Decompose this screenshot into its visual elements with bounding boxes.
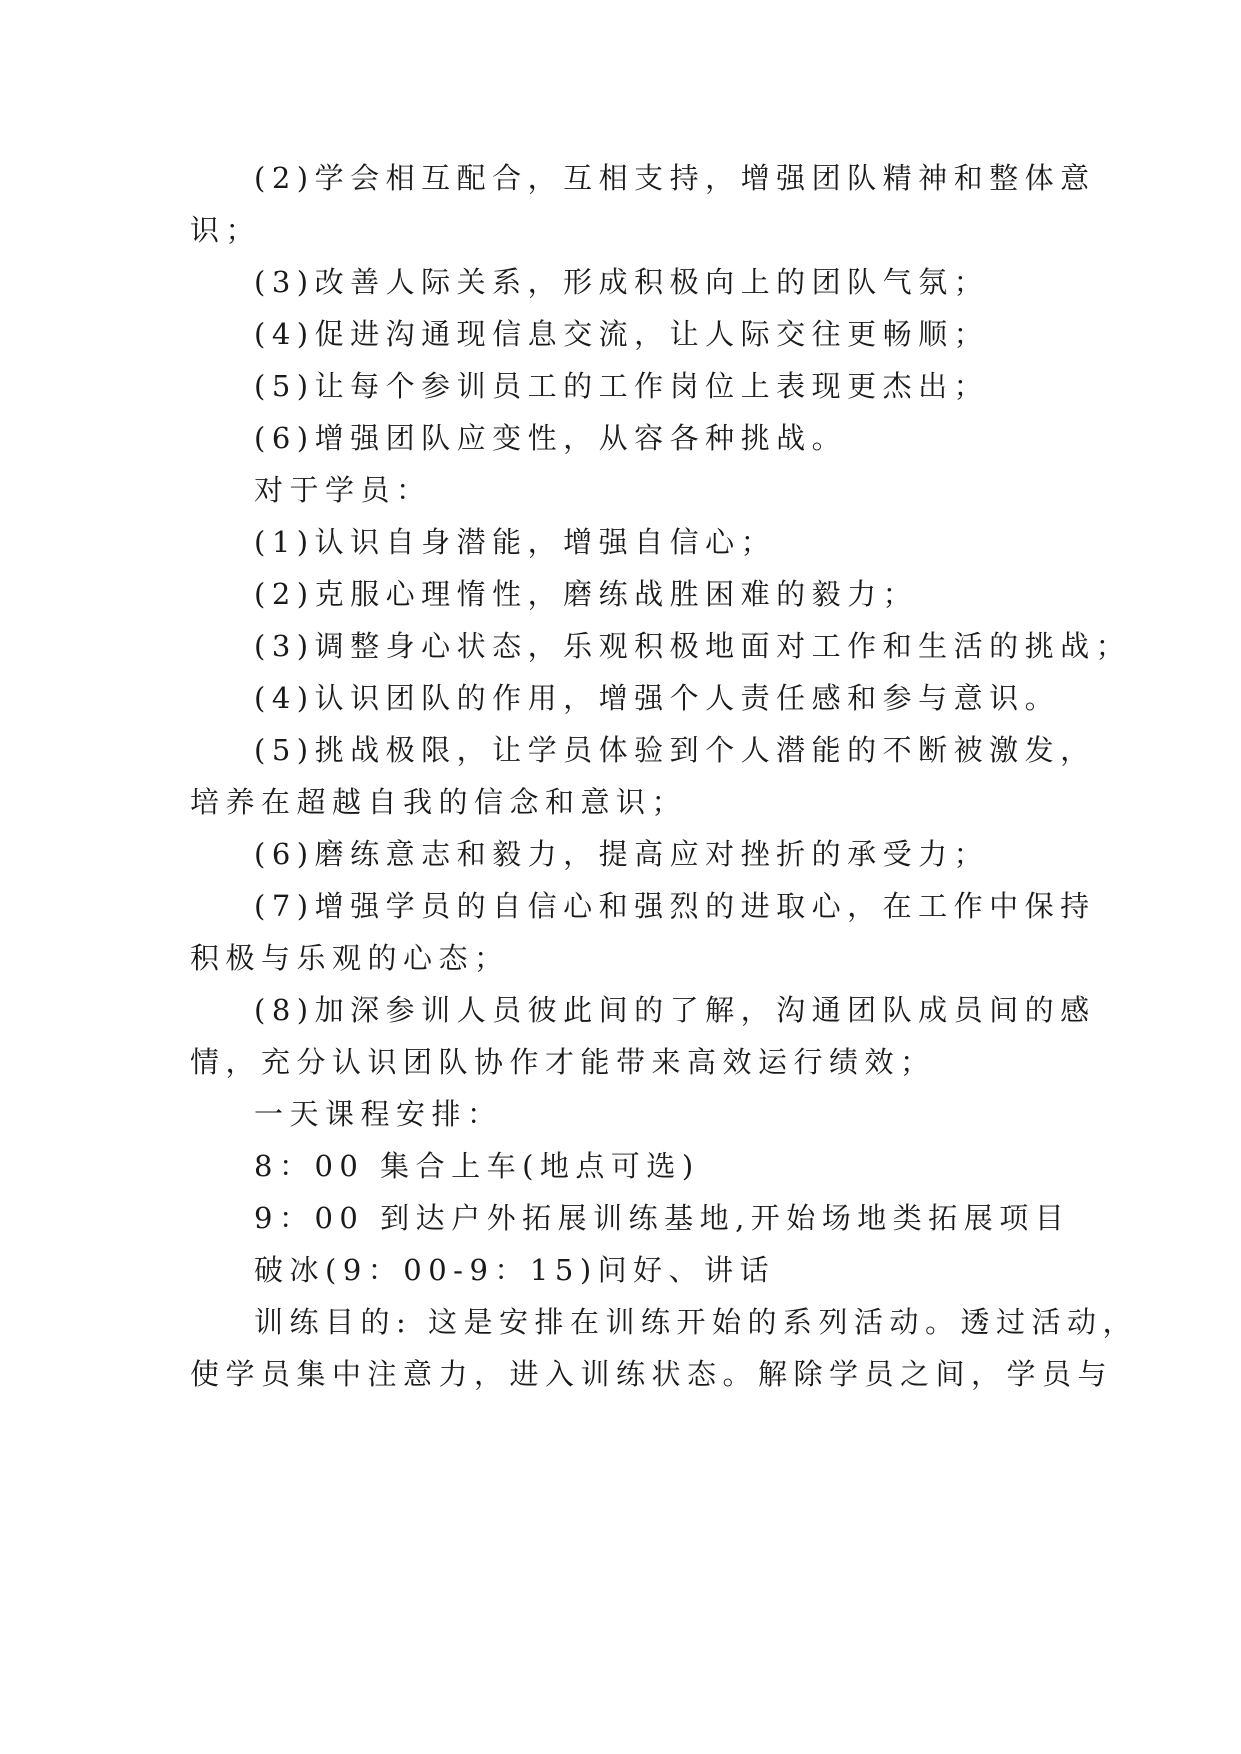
paragraph-line: (7)增强学员的自信心和强烈的进取心，在工作中保持 <box>254 889 1096 923</box>
paragraph-line: (6)增强团队应变性，从容各种挑战。 <box>254 421 848 455</box>
paragraph-line: (5)挑战极限，让学员体验到个人潜能的不断被激发， <box>254 733 1096 767</box>
paragraph-line: 情，充分认识团队协作才能带来高效运行绩效； <box>190 1045 936 1079</box>
paragraph-line: (2)克服心理惰性，磨练战胜困难的毅力； <box>254 577 919 611</box>
paragraph-line: (6)磨练意志和毅力，提高应对挫折的承受力； <box>254 837 990 871</box>
paragraph-line: 积极与乐观的心态； <box>190 941 510 975</box>
paragraph-line: 训练目的: 这是安排在训练开始的系列活动。透过活动， <box>254 1305 1138 1339</box>
paragraph-line: (4)促进沟通现信息交流，让人际交往更畅顺； <box>254 317 990 351</box>
paragraph-line: (5)让每个参训员工的工作岗位上表现更杰出； <box>254 369 990 403</box>
section-heading: 对于学员： <box>254 473 432 507</box>
paragraph-line: (3)改善人际关系，形成积极向上的团队气氛； <box>254 265 990 299</box>
schedule-line: 8：00 集合上车(地点可选) <box>254 1149 700 1183</box>
schedule-line: 9：00 到达户外拓展训练基地,开始场地类拓展项目 <box>254 1201 1071 1235</box>
paragraph-line: (8)加深参训人员彼此间的了解，沟通团队成员间的感 <box>254 993 1096 1027</box>
paragraph-line: (2)学会相互配合，互相支持，增强团队精神和整体意 <box>254 161 1096 195</box>
paragraph-line: 培养在超越自我的信念和意识； <box>190 785 688 819</box>
paragraph-line: 使学员集中注意力，进入训练状态。解除学员之间，学员与 <box>190 1357 1114 1391</box>
paragraph-line: (3)调整身心状态，乐观积极地面对工作和生活的挑战； <box>254 629 1132 663</box>
paragraph-line: (1)认识自身潜能，增强自信心； <box>254 525 777 559</box>
schedule-line: 破冰(9：00-9：15)问好、讲话 <box>254 1253 776 1287</box>
paragraph-line: 识； <box>190 213 262 247</box>
section-heading: 一天课程安排： <box>254 1097 503 1131</box>
paragraph-line: (4)认识团队的作用，增强个人责任感和参与意识。 <box>254 681 1061 715</box>
